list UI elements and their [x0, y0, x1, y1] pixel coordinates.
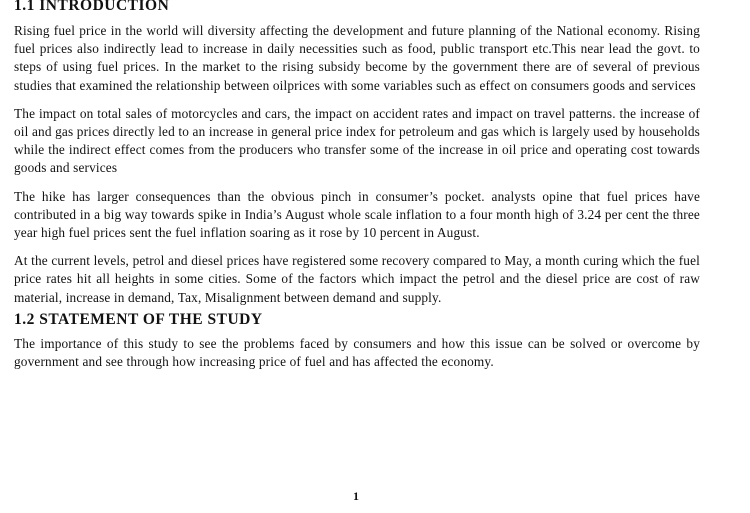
document-page — [14, 0, 700, 371]
section-heading-introduction: 1.1 INTRODUCTION — [14, 0, 170, 14]
statement-paragraph-1: The importance of this study to see the problems faced by consumers and how this issue can be solved or overcome by government and see through how increasing price of fuel and has affected the economy. — [14, 335, 700, 370]
section-heading-statement: 1.2 STATEMENT OF THE STUDY — [14, 310, 263, 328]
intro-paragraph-2: The impact on total sales of motorcycles and cars, the impact on accident rates and impact on travel patterns. the increase of oil and gas prices directly led to an increase in general price index for petroleum and gas which is largely used by households while the indirect effect comes from the producers who transfer some of the increase in oil price and operating cost towards goods and services — [14, 105, 700, 176]
intro-paragraph-3: The hike has larger consequences than the obvious pinch in consumer’s pocket. analysts opine that fuel prices have contributed in a big way towards spike in India’s August whole scale inflation to a four month high of 3.24 per cent the three year high fuel prices sent the fuel inflation soaring as it rose by 10 percent in August. — [14, 188, 700, 241]
page-number: 1 — [353, 489, 359, 503]
intro-paragraph-1: Rising fuel price in the world will diversity affecting the development and future planning of the National economy. Rising fuel prices also indirectly lead to increase in daily necessities such as food, public transport etc.This near lead the govt. to steps of using fuel prices. In the market to the rising subsidy become by the government there are of several of previous studies that examined the relationship between oilprices with some variables such as effect on consumers goods and services — [14, 23, 700, 93]
intro-paragraph-4: At the current levels, petrol and diesel prices have registered some recovery compared to May, a month curing which the fuel price rates hit all heights in some cities. Some of the factors which impact the petrol and the diesel price are cost of raw material, increase in demand, Tax, Misalignment between demand and supply. — [14, 253, 700, 305]
